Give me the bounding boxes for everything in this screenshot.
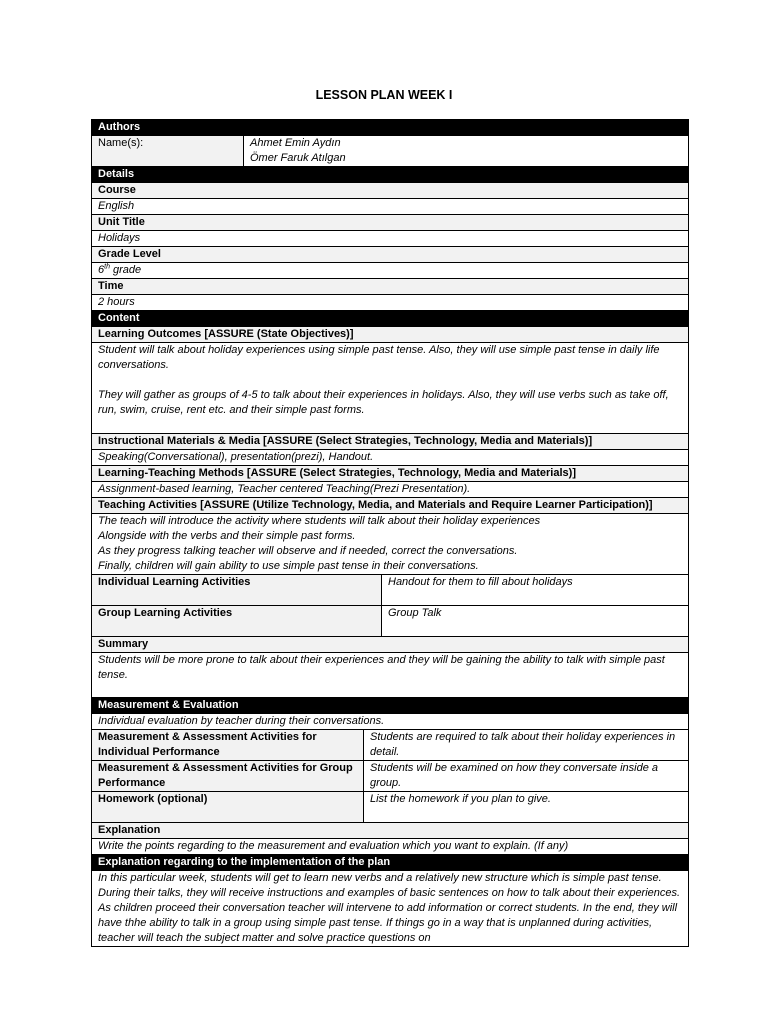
section-header-authors: Authors [92,120,688,136]
teaching-activities-label [92,498,688,514]
activities-assure: [ASSURE (Utilize Technology, Media, and Materials and Require Learner Participation)] [200,499,653,511]
materials-value: Speaking(Conversational), presentation(prezi), Handout. [92,450,688,466]
implementation-text: In this particular week, students will get to learn new verbs and a relatively new structure which is simple past tense. During their talks, they will receive instructions and examples of basic sentences on how to talk about their experiences. As children proceed their conversation teacher will intervene to add information or correct students. In the end, they will have thhe ability to talk in a group using simple past tense. If things go in a way that is unplanned during activities, teacher will teach the subject matter and solve practice questions on [92,871,688,947]
page-title: LESSON PLAN WEEK I [315,88,453,102]
homework-row [92,792,688,823]
group-activities-label: Group Learning Activities [92,606,382,636]
methods-title: Learning-Teaching Methods [98,467,244,479]
activities-line-4: Finally, children will gain ability to use simple past tense in their conversations. [98,560,479,572]
authors-row [92,136,688,167]
explanation-value: Write the points regarding to the measurement and evaluation which you want to explain. (If any) [92,839,688,855]
grade-word: grade [109,264,142,276]
materials-title: Instructional Materials & Media [98,435,260,447]
author-names [244,136,688,166]
lesson-plan-table [91,119,689,947]
unit-title-label: Unit Title [92,215,688,231]
outcomes-paragraph-1: Student will talk about holiday experiences using simple past tense. Also, they will use simple past tense in daily life conversations. [98,344,660,371]
course-value: English [92,199,688,215]
grade-suffix: th [104,263,110,271]
group-assessment-value: Students will be examined on how they conversate inside a group. [370,762,659,789]
author-name-1: Ahmet Emin Aydın [250,137,341,149]
author-name-2: Ömer Faruk Atılgan [250,152,346,164]
time-label: Time [92,279,688,295]
group-activities-value: Group Talk [388,607,442,619]
learning-outcomes-value [92,343,688,434]
activities-line-2: Alongside with the verbs and their simple past forms. [98,530,356,542]
individual-activities-value: Handout for them to fill about holidays [388,576,573,588]
summary-label: Summary [92,637,688,653]
outcomes-paragraph-2: They will gather as groups of 4-5 to talk about their experiences in holidays. Also, they will use verbs such as take off, run, swim, cruise, rent etc. and their simple past forms. [98,389,669,416]
individual-activities-row [92,575,688,606]
section-header-measurement: Measurement & Evaluation [92,698,688,714]
activities-line-3: As they progress talking teacher will observe and if needed, correct the conversations. [98,545,518,557]
methods-value: Assignment-based learning, Teacher centered Teaching(Prezi Presentation). [92,482,688,498]
explanation-label: Explanation [92,823,688,839]
course-label: Course [92,183,688,199]
section-header-implementation: Explanation regarding to the implementation of the plan [92,855,688,871]
individual-assessment-label: Measurement & Assessment Activities for Individual Performance [92,730,364,760]
individual-activities-label: Individual Learning Activities [92,575,382,605]
group-assessment-label: Measurement & Assessment Activities for Group Performance [92,761,364,791]
homework-label: Homework (optional) [92,792,364,822]
measurement-intro: Individual evaluation by teacher during their conversations. [92,714,688,730]
group-assessment-row [92,761,688,792]
learning-outcomes-assure: [ASSURE (State Objectives)] [204,328,354,340]
learning-outcomes-title: Learning Outcomes [98,328,202,340]
unit-title-value: Holidays [92,231,688,247]
names-label: Name(s): [92,136,244,166]
homework-value: List the homework if you plan to give. [370,793,551,805]
individual-assessment-value: Students are required to talk about their holiday experiences in detail. [370,731,676,758]
group-activities-row [92,606,688,637]
grade-number: 6 [98,264,105,276]
summary-value: Students will be more prone to talk about their experiences and they will be gaining the ability to talk with simple past tense. [92,653,688,698]
materials-assure: [ASSURE (Select Strategies, Technology, Media and Materials)] [263,435,593,447]
methods-label [92,466,688,482]
grade-level-value [92,263,688,279]
section-header-details: Details [92,167,688,183]
section-header-content: Content [92,311,688,327]
individual-assessment-row [92,730,688,761]
time-value: 2 hours [92,295,688,311]
teaching-activities-value [92,514,688,575]
learning-outcomes-label [92,327,688,343]
materials-label [92,434,688,450]
grade-level-label: Grade Level [92,247,688,263]
methods-assure: [ASSURE (Select Strategies, Technology, Media and Materials)] [246,467,576,479]
activities-line-1: The teach will introduce the activity where students will talk about their holiday experiences [98,515,541,527]
activities-title: Teaching Activities [98,499,198,511]
